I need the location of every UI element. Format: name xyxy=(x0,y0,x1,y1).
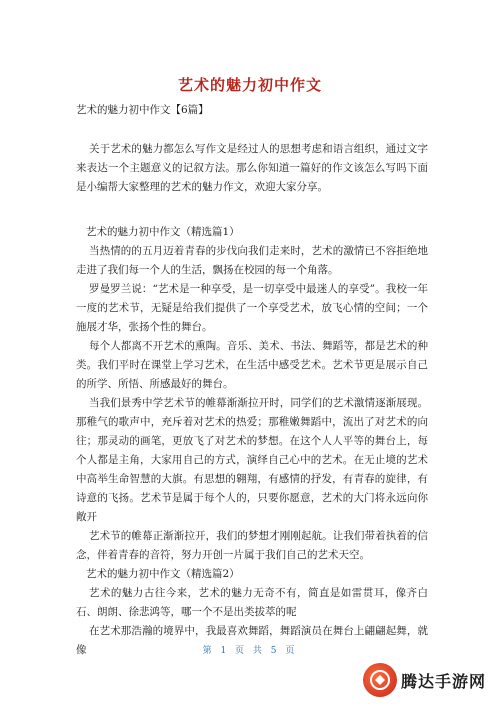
page-footer: 第 1 页 共 5 页 xyxy=(202,646,298,656)
section1-paragraph: 艺术节的帷幕正渐渐拉开，我们的梦想才刚刚起航。让我们带着执着的信念，伴着青春的音符，努力开创一片属于我们自己的艺术天空。 xyxy=(76,530,428,561)
watermark-site-name: 腾达手游网 xyxy=(400,671,486,691)
document-body xyxy=(76,140,428,660)
watermark-logo[interactable] xyxy=(363,663,486,697)
section-heading-1: 艺术的魅力初中作文（精选篇1） xyxy=(86,226,240,238)
document-subtitle: 艺术的魅力初中作文【6篇】 xyxy=(76,104,209,116)
section1-paragraph: 当我们景秀中学艺术节的帷幕渐渐拉开时，同学们的艺术激情逐渐展现。那稚气的歌声中，充斥着对艺术的热爱；那稚嫩舞蹈中，流出了对艺术的向往；那灵动的画笔，更放飞了对艺术的梦想。在这个人人平等的舞台上，每个人都是主角，大家用自己的方式，演绎自己心中的艺术。在无止境的艺术中高举生命智慧的大旗。有思想的翱翔，有感情的抒发，有青春的旋律，有诗意的飞扬。艺术节是属于每个人的，只要你愿意，艺术的大门将永远向你敞开 xyxy=(76,397,428,523)
section2-paragraph: 艺术的魅力古往今来，艺术的魅力无奇不有，简直是如雷贯耳，像齐白石、朗朗、徐悲鸿等，哪一个不是出类拔萃的呢 xyxy=(76,587,428,618)
section2-paragraph: 在艺术那浩瀚的境界中，我最喜欢舞蹈，舞蹈演员在舞台上翩翩起舞，就像 xyxy=(76,625,428,656)
page-title: 艺术的魅力初中作文 xyxy=(177,76,322,94)
section1-paragraph: 当热情的的五月迈着青春的步伐向我们走来时，艺术的激情已不容拒绝地走进了我们每一个人的生活，飘扬在校园的每一个角落。 xyxy=(76,245,428,276)
section1-paragraph: 罗曼罗兰说：“艺术是一种享受，是一切享受中最迷人的享受”。我校一年一度的艺术节，无疑是给我们提供了一个享受艺术，放飞心情的空间；一个施展才华，张扬个性的舞台。 xyxy=(76,283,428,333)
tengda-logo-icon xyxy=(363,663,397,697)
section1-paragraph: 每个人都离不开艺术的熏陶。音乐、美术、书法、舞蹈等，都是艺术的种类。我们平时在课堂上学习艺术，在生活中感受艺术。艺术节更是展示自己的所学、所悟、所感最好的舞台。 xyxy=(76,340,428,390)
intro-paragraph: 关于艺术的魅力都怎么写作文是经过人的思想考虑和语言组织，通过文字来表达一个主题意义的记叙方法。那么你知道一篇好的作文该怎么写吗下面是小编帮大家整理的艺术的魅力作文，欢迎大家分享。 xyxy=(76,143,428,193)
section-heading-2: 艺术的魅力初中作文（精选篇2） xyxy=(86,568,240,580)
